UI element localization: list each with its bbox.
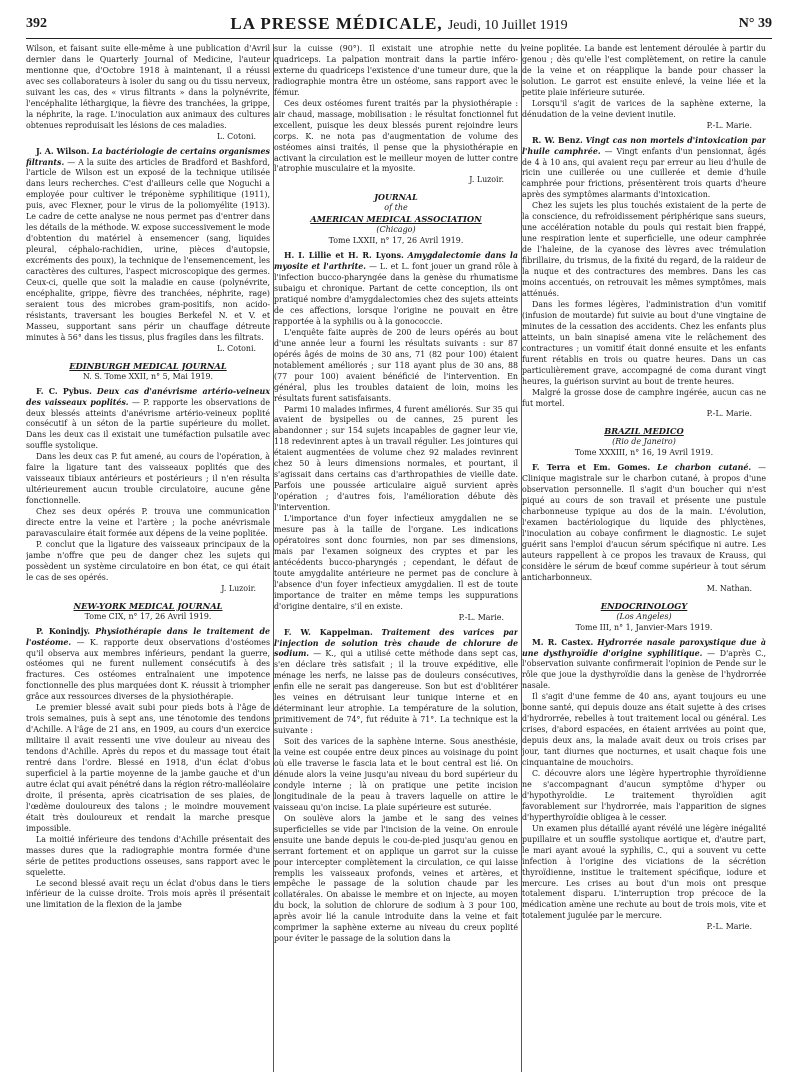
article-title: Deux cas d'anévrisme artério-veineux des vaisseaux poplités. [26,386,270,407]
signature: L. Cotoni. [216,131,256,141]
column-1 [26,44,270,1072]
journal-name: BRAZIL MEDICO [604,426,684,437]
journal-name-line: of the [384,203,408,213]
journal-volume: Tome LXXII, n° 17, 26 Avril 1919. [328,236,464,246]
paragraph: On soulève alors la jambe et le sang des veines superficielles se vide par l'incision de la veine. On enroule ensuite une bande depuis le cou-de-pied jusqu'au genou en serrant fortement et on applique un garrot sur la cuisse pour intercepter complètement la circulation, ce qui laisse remplis les vaisseaux profonds, veines et artères, et empêche le passage de la solution chaude par les collatérales. On abaisse le membre et on injecte, au moyen du bock, la solution de chlorure de sodium à 3 pour 100, après avoir lié la canule introduite dans la veine et fait comprimer la saphène externe au niveau du creux poplité pour éviter le passage de la solution dans la [274,813,518,944]
article-text: — L. et L. font jouer un grand rôle à l'infection bucco-pharyngée dans la genèse du rhumatisme subaigu et chronique. Partant de cette conception, ils ont pratiqué nombre d'amygdalectomies chez des sujets atteints de ces affections, lorsque l'origine ne pouvait en être rapportée à la syphilis ou à la gonococcie. [274,262,518,326]
article-wilson [26,147,270,344]
article-pybus [26,387,270,584]
paragraph: C. découvre alors une légère hypertrophie thyroïdienne ne s'accompagnant d'aucun symptôme d'hyper ou d'hypothyroïdie. Le traitement thyroïdien agit favorablement sur l'hydrorrée, mais l'apparition de signes d'hyperthyroïdie obligea à le cesser. [522,769,766,822]
article-title: Hydrorrée nasale paroxystique due à une dysthyroïdie d'origine syphilitique. [522,637,766,658]
journal-city: (Rio de Janeiro) [612,437,676,447]
article-author: F. W. Kappelman. [284,627,373,637]
paragraph: Parmi 10 malades infirmes, 4 furent améliorés. Sur 35 qui avaient de bysipelles ou de cannes, 25 purent les abandonner ; sur 154 sujets incapables de gagner leur vie, 118 redevinrent aptes à un travail régulier. Les jointures qui étaient augmentées de volume chez 92 malades revinrent chez 50 à leurs dimensions normales, et pourtant, il s'agissait dans certains cas d'arthropathies de vieille date. Parfois une poussée articulaire aiguë survient après l'opération ; d'autres fois, l'amélioration débute dès l'intervention. [274,404,518,513]
paragraph: Dans les deux cas P. fut amené, au cours de l'opération, à faire la ligature tant des vaisseaux poplités que des vaisseaux tibiaux antérieurs et postérieurs ; il n'en résulta ultérieurement aucun trouble circulatoire, aucune gêne fonctionnelle. [26,452,270,506]
journal-name: EDINBURGH MEDICAL JOURNAL [69,360,227,371]
paragraph: Ces deux ostéomes furent traités par la physiothérapie : air chaud, massage, mobilisation : le résultat fonctionnel fut excellent, puisque les deux blessés purent rejoindre leurs corps. K. ne nota pas d'augmentation de volume des ostéomes ainsi traités, il pense que la physiothérapie en activant la circulation est le meilleur moyen de lutter contre l'atrophie musculaire et la myosite. [274,98,518,174]
journal-city: (Los Angeles) [616,611,672,621]
article-title: Traitement des varices par l'injection de solution très chaude de chlorure de sodium. [274,627,518,659]
page-number: 392 [26,16,47,31]
journal-heading [26,361,270,383]
paragraph: Malgré la grosse dose de camphre ingérée, aucun cas ne fut mortel. [522,387,766,408]
article-author: H. I. Lillie et H. R. Lyons. [284,251,404,261]
journal-title [26,14,772,34]
journal-city: (Chicago) [376,225,416,235]
signature: P.-L. Marie. [458,612,504,622]
journal-heading [522,426,766,459]
article-title: Amygdalectomie dans la myosite et l'arthrite. [274,251,518,272]
journal-name: ENDOCRINOLOGY [600,600,688,611]
article-title: Vingt cas non mortels d'intoxication par l'huile camphrée. [522,135,766,156]
signature: P.-L. Marie. [706,409,752,419]
paragraph: Wilson, et faisant suite elle-même à une publication d'Avril dernier dans le Quarterly Journal of Medicine, l'auteur mentionne que, d'Octobre 1918 à maintenant, il a réussi avec ses collaborateurs à isoler du sang ou du tissu nerveux, suivant les cas, des « virus filtrants » dans la polynévrite, l'encéphalite léthargique, la fièvre des tranchées, la grippe, la néphrite, la rage. L'inoculation aux animaux des cultures obtenues reproduisait les lésions de ces maladies. [26,44,270,130]
signature: P.-L. Marie. [706,120,752,130]
article-title: Physiothérapie dans le traitement de l'ostéome. [26,626,270,647]
article-text: — K., qui a utilisé cette méthode dans sept cas, s'en déclare très satisfait ; il la trouve expéditive, elle ménage les nerfs, ne laisse pas de douleurs consécutives, enfin elle ne serait pas dangereuse. Son but est d'oblitérer les veines en détruisant leur tunique interne et en déterminant leur atrophie. La température de la solution, primitivement de 74°, fut réduite à 71°. La technique est la suivante : [274,649,518,736]
article-text: — P. rapporte les observations de deux blessés atteints d'anévrisme artério-veineux poplité consécutif à un séton de la partie supérieure du mollet. Dans les deux cas il existait une tuméfaction pulsatile avec souffle systolique. [26,397,270,451]
paragraph: Chez ses deux opérés P. trouva une communication directe entre la veine et l'artère ; la poche anévrismale paravasculaire était formée aux dépens de la veine poplitée. [26,507,270,538]
paragraph: Il s'agit d'une femme de 40 ans, ayant toujours eu une bonne santé, qui depuis douze ans était sujette à des crises d'hydrorrée, rebelles à tout traitement local ou général. Les crises, d'abord espacées, en étaient arrivées au point que, depuis deux ans, la malade avait deux ou trois crises par jour, tant diurnes que nocturnes, et usait chaque fois une cinquantaine de mouchoirs. [522,692,766,768]
journal-name: AMERICAN MEDICAL ASSOCIATION [310,214,482,225]
signature: J. Luzoir. [469,175,504,185]
paragraph: L'enquête faite auprès de 200 de leurs opérés au bout d'une année leur a fourni les résultats suivants : sur 87 opérés âgés de moins de 30 ans, 71 (82 pour 100) étaient notablement améliorés ; sur 118 ayant plus de 30 ans, 88 (77 pour 100) avaient bénéficié de l'intervention. En général, plus les troubles dataient de loin, moins les résultats furent satisfaisants. [274,327,518,403]
article-text: — A la suite des articles de Bradford et Bashford, l'article de Wilson est un exposé de la technique utilisée dans leurs recherches. C'est d'ailleurs celle que Noguchi a employée pour cultiver le tréponème syphilitique (1911), puis, avec Flexner, pour le virus de la poliomyélite (1913). Le cadre de cette analyse ne nous permet pas d'entrer dans les détails de la méthode. W. expose successivement le mode d'obtention du matériel à ensemencer (sang, liquides pleural, céphalo-rachidien, urine, pièces d'autopsie, excréments des poux), la technique de l'ensemencement, les caractères des cultures, l'aspect microscopique des germes. Ceux-ci, quelle que soit la maladie en cause (polynévrite, encéphalite, grippe, fièvre des tranchées, néphrite, rage) seraient tous des microbes gram-positifs, non acido-résistants, traversant les bougies Berkefel N. et V. et Masseu, supportant sans périr un chauffage détreute minutes à 56° dans les tissus, plus fragiles dans les filtrats. [26,157,270,342]
article-konindjy [26,627,270,912]
article-author: J. A. Wilson. [36,146,90,156]
paragraph: Dans les formes légères, l'administration d'un vomitif (infusion de moutarde) fut suivie au bout d'une vingtaine de minutes de la cessation des accidents. Chez les enfants plus atteints, un bain sinapisé amena vite le relâchement des contractures ; un vomitif était donné ensuite et les enfants furent rétablis en trois ou quatre heures. Dans un cas particulièrement grave, accompagné de coma durant vingt heures, la guérison survint au bout de trente heures. [522,299,766,386]
paragraph: L'importance d'un foyer infectieux amygdalien ne se mesure pas à la taille de l'organe. Les indications opératoires sont donc fournies, non par ses dimensions, mais par l'examen soigneux des cryptes et par les antécédents bucco-pharyngés ; cependant, le défaut de toute amygdalite antérieure ne permet pas de conclure à l'absence d'un foyer infectieux amygdalien. Il est de toute importance de traiter en même temps les suppurations d'origine dentaire, s'il en existe. [274,514,518,611]
issue-date: Jeudi, 10 Juillet 1919 [447,18,568,33]
article-text: — D'après C., l'observation suivante confirmerait l'opinion de Pende sur le rôle que joue la dysthyroïdie dans la genèse de l'hydrorrée nasale. [522,648,766,691]
columns [26,44,772,1072]
article-terra-gomes [522,463,766,583]
column-3 [522,44,766,1072]
article-author: F. C. Pybus. [36,386,92,396]
article-lillie-lyons [274,251,518,612]
paragraph: La moitié inférieure des tendons d'Achille présentait des masses dures que la radiographie montra formée d'une série de petites productions osseuses, sans rapport avec le squelette. [26,834,270,877]
article-kappelman [274,628,518,946]
journal-name-line: JOURNAL [374,192,418,203]
signature: J. Luzoir. [221,583,256,593]
article-text: — K. rapporte deux observations d'ostéomes qu'il observa aux membres inférieurs, pendant la guerre, ostéomes qui ne furent nullement consécutifs à des fractures. Ces ostéomes entraînaient une impotence fonctionnelle des plus marquées dont K. réussit à triompher grâce aux ressources diverses de la physiothérapie. [26,637,270,702]
journal-heading [274,192,518,247]
article-castex [522,638,766,923]
paragraph: P. conclut que la ligature des vaisseaux principaux de la jambe n'offre que peu de danger chez les sujets qui possèdent un système circulatoire en bon état, ce qui était le cas de ses opérés. [26,539,270,582]
journal-volume: Tome XXXIII, n° 16, 19 Avril 1919. [574,448,714,458]
paragraph: sur la cuisse (90°). Il existait une atrophie nette du quadriceps. La palpation montrait dans la partie inféro-externe du quadriceps l'existence d'une tumeur dure, que la radiographie montra être un ostéome, sans rapport avec le fémur. [274,44,518,97]
column-2 [274,44,518,1072]
paragraph: Un examen plus détaillé ayant révélé une légère inégalité pupillaire et un souffle systolique aortique et, d'autre part, le mari ayant avoué la syphilis, C., qui a souvent vu cette infection à l'origine des viciations de la sécrétion thyroïdienne, institue le traitement spécifique, iodure et mercure. Les crises au bout d'un mois ont presque totalement disparu. L'interruption trop précoce de la médication amène une rechute au bout de trois mois, vite et totalement jugulée par le mercure. [522,823,766,921]
paragraph: Le premier blessé avait subi pour pieds bots à l'âge de trois semaines, puis à sept ans, une ténotomie des tendons d'Achille. A l'âge de 21 ans, en 1909, au cours d'un exercice militaire il avait ressenti une vive douleur au niveau des tendons d'Achille. Après du repos et du massage tout était rentré dans l'ordre. Blessé en 1918, d'un éclat d'obus superficiel à la partie moyenne de la jambe gauche et d'un autre éclat qui avait pénétré dans la région rétro-malléolaire droite, il présenta, après cicatrisation de ses plaies, de l'œdème douloureux des talons ; le moindre mouvement était très douloureux et rendait la marche presque impossible. [26,703,270,833]
article-benz [522,136,766,410]
journal-heading [26,601,270,623]
journal-heading [522,601,766,634]
journal-volume: Tome III, n° 1, Janvier-Mars 1919. [575,622,713,632]
article-title: La bactériologie de certains organismes filtrants. [26,146,270,167]
article-author: M. R. Castex. [532,637,594,647]
article-author: P. Konindjy. [36,626,91,636]
signature: M. Nathan. [706,583,752,593]
article-author: F. Terra et Em. Gomes. [532,463,651,473]
masthead: LA PRESSE MÉDICALE, [230,14,443,33]
issue-number: N° 39 [738,16,772,31]
paragraph: veine poplitée. La bande est lentement déroulée à partir du genou ; dès qu'elle l'est complètement, on retire la canule de la veine et on réapplique la bande pour chasser la solution. Le garrot est ensuite enlevé, la veine liée et la petite plaie inférieure suturée. [522,44,766,97]
article-title: Le charbon cutané. [657,463,752,473]
paragraph: Le second blessé avait reçu un éclat d'obus dans le tiers inférieur de la cuisse droite. Trois mois après il présentait une limitation de la flexion de la jambe [26,878,270,910]
signature: L. Cotoni. [216,343,256,353]
article-author: R. W. Benz. [532,135,583,145]
journal-name: NEW-YORK MEDICAL JOURNAL [73,600,223,611]
signature: P.-L. Marie. [706,922,752,932]
paragraph: Lorsqu'il s'agit de varices de la saphène externe, la dénudation de la veine devient inutile. [522,98,766,119]
article-text: — Vingt enfants d'un pensionnat, âgés de 4 à 10 ans, qui avaient reçu par erreur au lieu d'huile de ricin une cuillerée ou une cuillerée et demie d'huile camphrée pour frictions, présentèrent trois quarts d'heure après des symptômes alarmants d'intoxication. [522,146,766,200]
newspaper-page [26,14,772,1074]
journal-volume: N. S. Tome XXII, n° 5, Mai 1919. [82,371,214,381]
article-text: — Clinique magistrale sur le charbon cutané, à propos d'une observation personnelle. Il s'agit d'un boucher qui n'est piqué au cours de son travail et présente une pustule charbonneuse typique au dos de la main. L'évolution, l'examen bactériologique du liquide des phlyctènes, l'inoculation au cobaye confirment le diagnostic. Le sujet guérit sans l'emploi d'aucun sérum spécifique ni autre. Les auteurs rappellent à ce propos les travaux de Krauss, qui considère le sérum de bœuf comme supérieur à tout sérum anticharbonneux. [522,463,766,582]
paragraph: Chez les sujets les plus touchés existaient de la perte de la conscience, du refroidissement périphérique sans sueurs, une accélération notable du pouls qui restait bien frappé, une respiration lente et superficielle, une odeur camphrée de l'haleine, de la cyanose des lèvres avec trémulation fibrillaire, du trismus, de la fixité du regard, de la raideur de la nuque et des contractures des membres. Dans les cas moins accentués, on retrouvait les mêmes symptômes, mais atténués. [522,201,766,298]
journal-volume: Tome CIX, n° 17, 26 Avril 1919. [84,611,212,621]
paragraph: Soit des varices de la saphène interne. Sous anesthésie, la veine est coupée entre deux pinces au voisinage du point où elle traverse le fascia lata et le bout central est lié. On dénude alors la veine jusqu'au niveau du bord supérieur du condyle interne ; là on pratique une petite incision longitudinale de la peau à travers laquelle on attire le vaisseau qu'on incise. La plaie supérieure est suturée. [274,737,518,812]
page-header [26,14,772,39]
